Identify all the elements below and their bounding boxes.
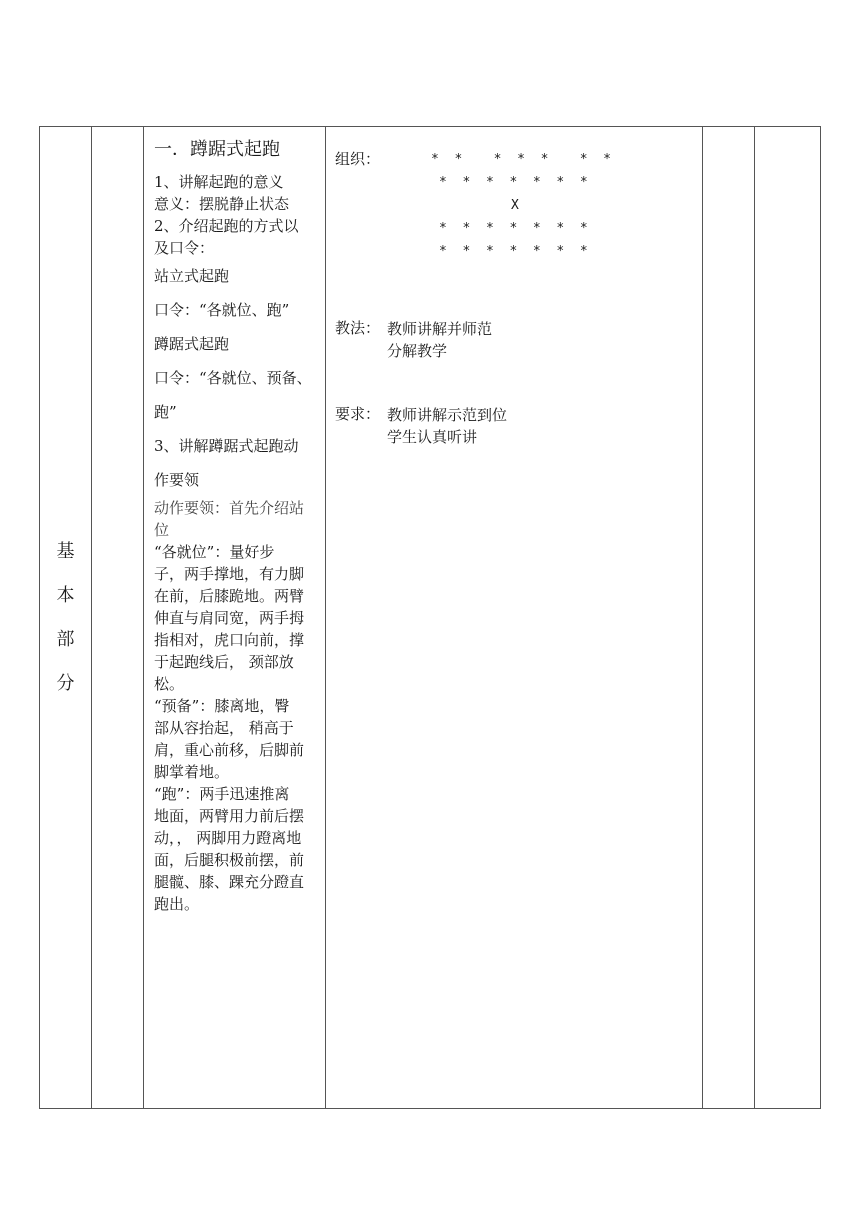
formation-row: * * * * * * * (439, 244, 588, 259)
lesson-plan-table (39, 126, 821, 1109)
content-line: “预备”：膝离地，臀 (154, 697, 290, 715)
content-line: 位 (154, 521, 170, 539)
content-line: 伸直与肩同宽，两手拇 (154, 609, 305, 627)
content-line: 在前，后膝跪地。两臂 (154, 587, 305, 605)
content-line: 站立式起跑 (154, 267, 230, 285)
requirement-block (335, 404, 692, 448)
content-line: 1、讲解起跑的意义 (154, 173, 284, 191)
content-line: 3、讲解蹲踞式起跑动 (154, 437, 299, 455)
content-line: 松。 (154, 675, 185, 693)
content-line: 作要领 (154, 471, 200, 489)
requirement-label: 要求： (335, 405, 381, 423)
content-line: 跑出。 (154, 895, 200, 913)
method-label: 教法： (335, 319, 381, 337)
content-commands (154, 259, 317, 497)
content-line: 肩，重心前移，后脚前 (154, 741, 305, 759)
content-line: 部从容抬起， 稍高于 (154, 719, 294, 737)
content-line: 地面，两臂用力前后摆 (154, 807, 305, 825)
content-line: 动作要领：首先介绍站 (154, 499, 305, 517)
requirement-line: 学生认真听讲 (387, 428, 478, 446)
content-line: 子，两手撑地，有力脚 (154, 565, 305, 583)
section-cell (40, 127, 92, 1109)
content-line: 意义：摆脱静止状态 (154, 195, 290, 213)
organization-cell (326, 127, 703, 1109)
content-line: “跑”：两手迅速推离 (154, 785, 290, 803)
content-line: 脚掌着地。 (154, 763, 230, 781)
content-cell (144, 127, 326, 1109)
content-line: 蹲踞式起跑 (154, 335, 230, 353)
method-line: 分解教学 (387, 342, 448, 360)
content-line: 2、介绍起跑的方式以 (154, 217, 299, 235)
method-line: 教师讲解并师范 (387, 320, 493, 338)
empty-cell-count (703, 127, 755, 1109)
empty-cell-time (92, 127, 144, 1109)
method-block (335, 318, 692, 362)
formation-row: * * * * * * * (439, 175, 588, 190)
content-line: 及口令： (154, 239, 215, 257)
content-line: 口令：“各就位、跑” (154, 301, 290, 319)
section-label: 基本部分 (56, 540, 75, 694)
content-heading: 一．蹲踞式起跑 (154, 139, 280, 160)
organization-label: 组织： (335, 150, 381, 168)
formation-row: * * * * * * * (431, 152, 612, 167)
content-line: 面，后腿积极前摆，前 (154, 851, 305, 869)
content-essentials (154, 497, 317, 915)
content-intro (154, 171, 317, 259)
content-line: 腿髋、膝、踝充分蹬直 (154, 873, 305, 891)
content-line: 动，， 两脚用力蹬离地 (154, 829, 302, 847)
formation-row: * * * * * * * (439, 221, 588, 236)
empty-cell-intensity (755, 127, 821, 1109)
content-line: 指相对，虎口向前，撑 (154, 631, 305, 649)
content-line: 跑” (154, 403, 177, 421)
content-line: 口令：“各就位、预备、 (154, 369, 312, 387)
requirement-line: 教师讲解示范到位 (387, 406, 508, 424)
teacher-position-marker: X (511, 198, 519, 213)
content-line: 于起跑线后， 颈部放 (154, 653, 294, 671)
content-line: “各就位”：量好步 (154, 543, 275, 561)
